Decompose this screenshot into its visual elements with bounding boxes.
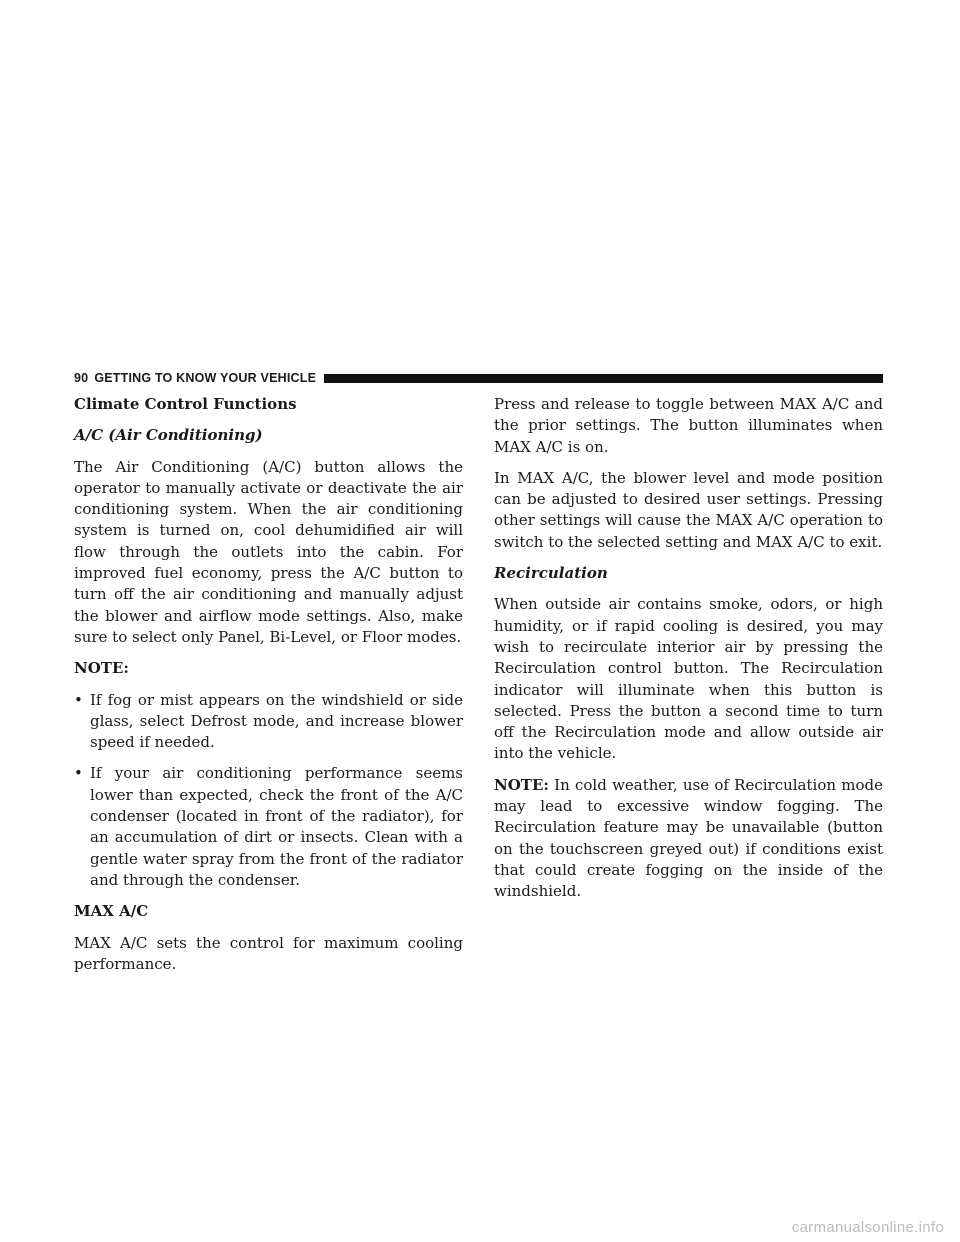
paragraph-recirculation: When outside air contains smoke, odors, or high humidity, or if rapid cooling is desired, you may wish to recirculate interior air by pressing the Recirculation control button. The Recirculation indicator will illuminate when this button is selected. Press the button a second time to turn off the Recirculation mode and allow outside air into the vehicle. bbox=[494, 595, 883, 763]
section-title: GETTING TO KNOW YOUR VEHICLE bbox=[94, 371, 317, 385]
heading-max-ac: MAX A/C bbox=[74, 902, 149, 921]
page-number: 90 bbox=[74, 371, 89, 385]
page-header bbox=[74, 370, 883, 386]
bullet-icon: • bbox=[74, 764, 83, 783]
right-column bbox=[494, 394, 883, 913]
heading-recirculation: Recirculation bbox=[494, 564, 608, 583]
left-column bbox=[74, 394, 463, 985]
bullet-text: If fog or mist appears on the windshield or side glass, select Defrost mode, and increase blower speed if needed. bbox=[90, 690, 463, 752]
note-label: NOTE: bbox=[494, 775, 549, 794]
list-item bbox=[74, 690, 463, 754]
list-item bbox=[74, 763, 463, 891]
subheading-ac: A/C (Air Conditioning) bbox=[74, 426, 263, 445]
note-text: In cold weather, use of Recirculation mode may lead to excessive window fogging. The Recirculation feature may be unavailable (button on the touchscreen greyed out) if conditions exist that could create fogging on the inside of the windshield. bbox=[494, 775, 883, 901]
header-rule bbox=[324, 374, 883, 383]
paragraph-in-max-ac: In MAX A/C, the blower level and mode position can be adjusted to desired user settings. Pressing other settings will cause the MAX A/C operation to switch to the selected setting and MAX A/C to exit. bbox=[494, 468, 883, 551]
paragraph-ac: The Air Conditioning (A/C) button allows the operator to manually activate or deactivate the air conditioning system. When the air conditioning system is turned on, cool dehumidified air will flow through the outlets into the cabin. For improved fuel economy, press the A/C button to turn off the air conditioning and manually adjust the blower and airflow mode settings. Also, make sure to select only Panel, Bi-Level, or Floor modes. bbox=[74, 457, 463, 646]
note-recirculation bbox=[494, 775, 883, 903]
watermark: carmanualsonline.info bbox=[791, 1219, 944, 1236]
bullet-text: If your air conditioning performance seems lower than expected, check the front of the A/C condenser (located in front of the radiator), for an accumulation of dirt or insects. Clean with a gentle water spray from the front of the radiator and through the condenser. bbox=[90, 764, 463, 889]
paragraph-max-ac: MAX A/C sets the control for maximum cooling performance. bbox=[74, 933, 463, 973]
bullet-icon: • bbox=[74, 690, 83, 709]
note-heading: NOTE: bbox=[74, 659, 129, 678]
heading-climate-control: Climate Control Functions bbox=[74, 395, 297, 413]
paragraph-toggle: Press and release to toggle between MAX A/C and the prior settings. The button illuminates when MAX A/C is on. bbox=[494, 395, 883, 456]
